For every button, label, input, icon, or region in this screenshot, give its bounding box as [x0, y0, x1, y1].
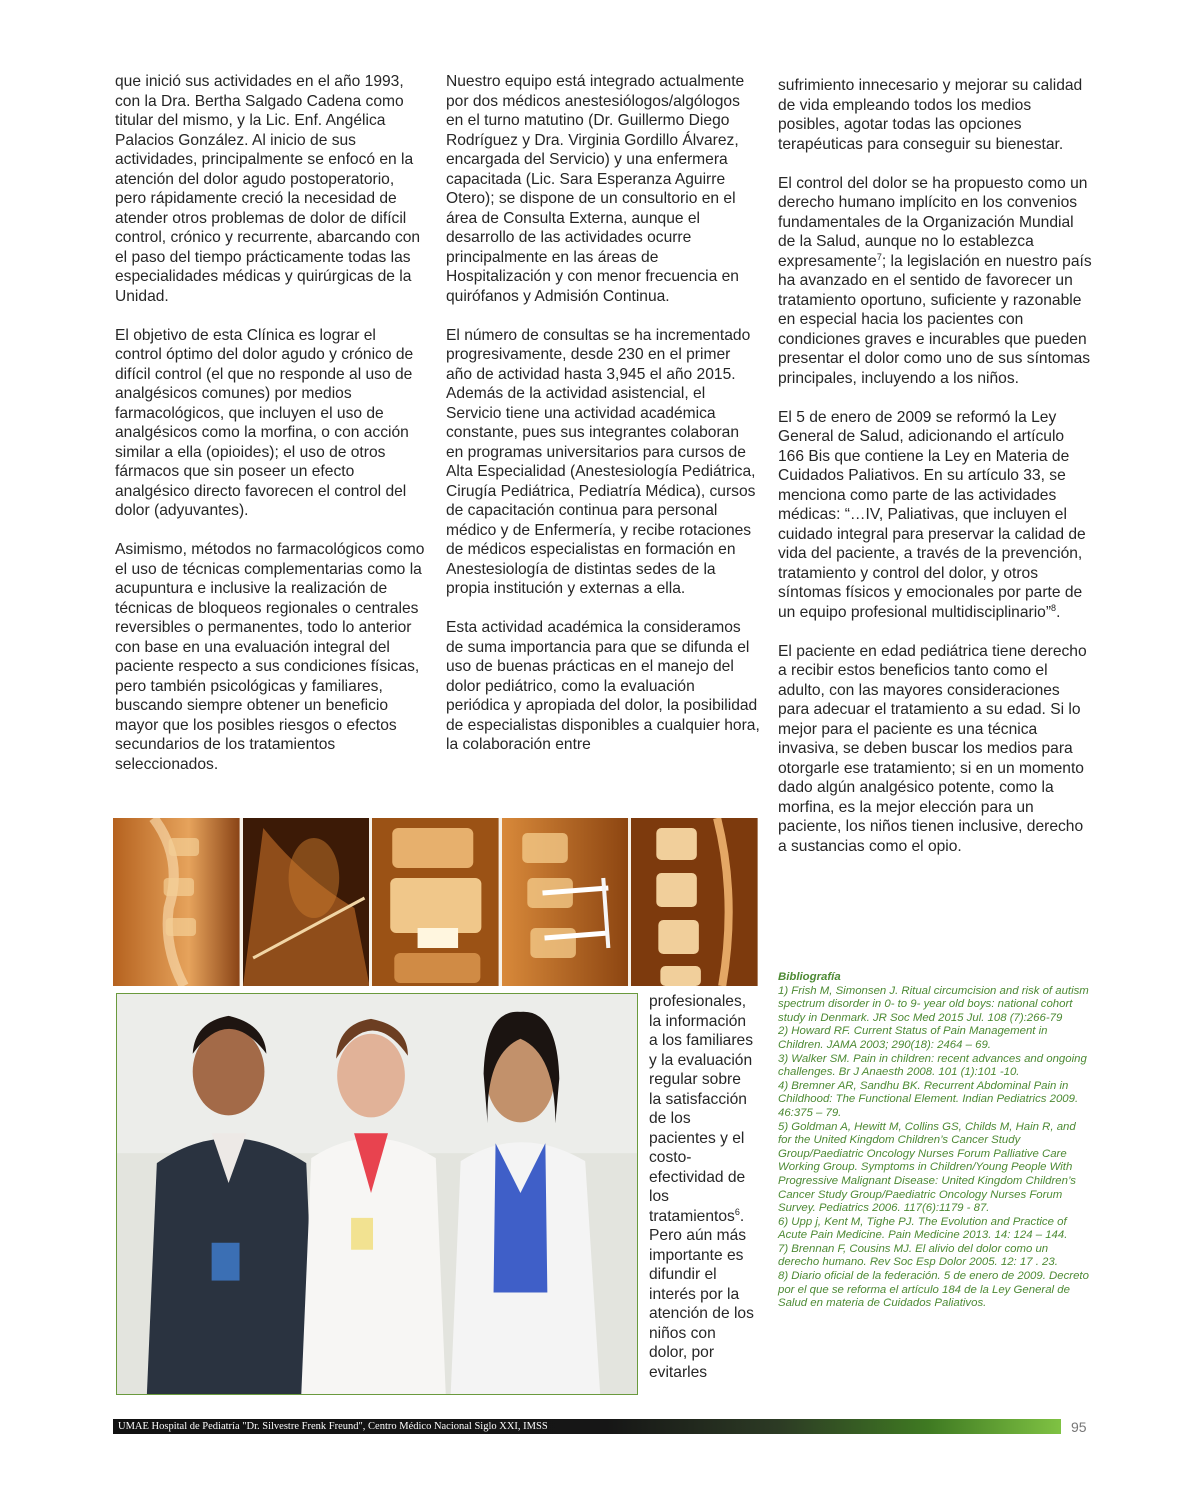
column3-paragraph-2: [778, 174, 1092, 389]
reference-6: 6: [734, 1206, 740, 1217]
spine-xray-image-strip: [113, 818, 758, 986]
xray-image-1: [113, 818, 240, 986]
column1-paragraph-3: Asimismo, métodos no farmacológicos como el uso de técnicas complementarias como la acupuntura e inclusive la realización de técnicas de bloqueos regionales o centrales reversibles o permanentes, todo lo anterior con base en una evaluación integral del paciente respecto a sus condiciones físicas, pero también psicológicas y familiares, buscando siempre obtener un beneficio mayor que los posibles riesgos o efectos secundarios de los tratamientos seleccionados.: [115, 541, 425, 773]
footer-institution: UMAE Hospital de Pediatría "Dr. Silvestre Frenk Freund", Centro Médico Nacional Siglo XXI, IMSS: [118, 1421, 548, 1432]
footer-bar: [113, 1419, 1061, 1434]
column2-paragraph-2: El número de consultas se ha incrementado progresivamente, desde 230 en el primer año de actividad hasta 3,945 el año 2015. Además de la actividad asistencial, el Servicio tiene una actividad académica constante, pues sus integrantes colaboran en programas universitarios para cursos de Alta Especialidad (Anestesiología Pediátrica, Cirugía Pediátrica, Pediatría Médica), cursos de capacitación continua para personal médico y de Enfermería, y recibe rotaciones de médicos especialistas en formación en Anestesiología de distintas sedes de la propia institución y externas a ella.: [446, 326, 756, 597]
bibliography-title: Bibliografía: [778, 971, 841, 983]
bibliography-item: 7) Brennan F, Cousins MJ. El alivio del dolor como un derecho humano. Rev Soc Esp Dolor 2005. 12: 17 . 23.: [778, 1242, 1058, 1269]
column1-paragraph-2: El objetivo de esta Clínica es lograr el control óptimo del dolor agudo y crónico de difícil control (el que no responde al uso de analgésicos comunes) por medios farmacológicos, que incluyen el uso de analgésicos como la morfina, o con acción similar a ella (opioides); el uso de otros fármacos que sin poseer un efecto analgésico directo favorecen el control del dolor (adyuvantes).: [115, 326, 414, 519]
continuation-text-a: profesionales, la información a los familiares y la evaluación regular sobre la satisfacción de los pacientes y el costo-efectividad de los tratamientos: [649, 993, 753, 1225]
column3-paragraph-1: sufrimiento innecesario y mejorar su calidad de vida empleando todos los medios posibles, agotar todas las opciones terapéuticas para conseguir su bienestar.: [778, 77, 1083, 153]
team-photo: [116, 993, 638, 1395]
column2-paragraph-1: Nuestro equipo está integrado actualmente por dos médicos anestesiólogos/algólogos en el turno matutino (Dr. Guillermo Diego Rodríguez y Dra. Virginia Gordillo Álvarez, encargada del Servicio) y una enfermera capacitada (Lic. Sara Esperanza Aguirre Otero); se dispone de un consultorio en el área de Consulta Externa, aunque el desarrollo de las actividades ocurre principalmente en las áreas de Hospitalización y con menor frecuencia en quirófanos y Admisión Continua.: [446, 73, 745, 305]
column3-p2-text-b: ; la legislación en nuestro país ha avanzado en el sentido de favorecer un tratamiento oportuno, suficiente y razonable en especial hacia los pacientes con condiciones graves e incurables que pueden presentar el dolor como uno de sus síntomas principales, incluyendo a los niños.: [778, 252, 1092, 387]
bibliography-item: 4) Bremner AR, Sandhu BK. Recurrent Abdominal Pain in Childhood: The Functional Element. Indian Pediatrics 2009. 46:375 – 79.: [778, 1079, 1079, 1119]
bibliography-item: 1) Frish M, Simonsen J. Ritual circumcision and risk of autism spectrum disorder in 0- to 9- year old boys: national cohort study in Denmark. JR Soc Med 2015 Jul. 108 (7):266-79: [778, 984, 1089, 1024]
reference-8: 8: [1051, 602, 1057, 613]
continuation-text-b: . Pero aún más importante es difundir el interés por la atención de los niños con dolor, por evitarles: [649, 1207, 754, 1381]
xray-image-3: [372, 818, 499, 986]
column1-paragraph-1: que inició sus actividades en el año 1993, con la Dra. Bertha Salgado Cadena como titular del mismo, y la Lic. Enf. Angélica Palacios González. Al inicio de sus actividades, principalmente se enfocó en la atención del dolor agudo postoperatorio, pero rápidamente creció la necesidad de atender otros problemas de dolor de difícil control, crónico y recurrente, abarcando con el paso del tiempo prácticamente todas las especialidades médicas y quirúrgicas de la Unidad.: [115, 73, 421, 305]
column2-paragraph-3: Esta actividad académica la consideramos de suma importancia para que se difunda el uso de buenas prácticas en el manejo del dolor pediátrico, como la evaluación periódica y apropiada del dolor, la posibilidad de especialistas disponibles a cualquier hora, la colaboración entre: [446, 619, 760, 753]
bibliography-item: 6) Upp j, Kent M, Tighe PJ. The Evolution and Practice of Acute Pain Medicine. Pain Medicine 2013. 14: 124 – 144.: [778, 1215, 1068, 1242]
bibliography-item: 3) Walker SM. Pain in children: recent advances and ongoing challenges. Br J Anaesth 2008. 101 (1):101 -10.: [778, 1052, 1087, 1079]
column3-paragraph-3: [778, 408, 1092, 623]
reference-7: 7: [876, 251, 882, 262]
article-column-3: [778, 76, 1092, 856]
bibliography-item: 5) Goldman A, Hewitt M, Collins GS, Childs M, Hain R, and for the United Kingdom Children’s Cancer Study Group/Paediatric Oncology Nurses Forum Palliative Care Working Group. Symptoms in Children/Young People With Progressive Malignant Disease: United Kingdom Children’s Cancer Study Group/Paediatric Oncology Nurses Forum Survey. Pediatrics 2006. 117(6):1179 - 87.: [778, 1120, 1076, 1215]
bibliography: [778, 971, 1090, 1311]
column3-p3-text-a: El 5 de enero de 2009 se reformó la Ley General de Salud, adicionando el artículo 166 Bis que contiene la Ley en Materia de Cuidados Paliativos. En su artículo 33, se menciona como parte de las actividades médicas: “…IV, Paliativas, que incluyen el cuidado integral para preservar la calidad de vida del paciente, a través de la prevención, tratamiento y control del dolor, y otros síntomas físicos y emocionales por parte de un equipo profesional multidisciplinario”: [778, 408, 1086, 621]
column3-p2-text-a: El control del dolor se ha propuesto como un derecho humano implícito en los convenios fundamentales de la Organización Mundial de la Salud, aunque no lo establezca expresamente: [778, 174, 1088, 270]
xray-image-4: [502, 818, 629, 986]
bibliography-item: 8) Diario oficial de la federación. 5 de enero de 2009. Decreto por el que se reforma el artículo 184 de la Ley General de Salud en materia de Cuidados Paliativos.: [778, 1270, 1089, 1310]
bibliography-item: 2) Howard RF. Current Status of Pain Management in Children. JAMA 2003; 290(18): 2464 – 69.: [778, 1025, 1048, 1051]
article-column-1: [115, 72, 427, 774]
column3-paragraph-4: El paciente en edad pediátrica tiene derecho a recibir estos beneficios tanto como el adulto, con las mayores consideraciones para adecuar el tratamiento a su edad. Si lo mejor para el paciente es una técnica invasiva, se deben buscar los medios para otorgarle ese tratamiento; si en un momento dado algún analgésico potente, como la morfina, es la mejor elección para un paciente, los niños tienen inclusive, derecho a sustancias como el opio.: [778, 642, 1087, 855]
xray-image-5: [631, 818, 758, 986]
article-column-2-continuation: [649, 992, 757, 1382]
article-column-2: [446, 72, 760, 755]
page-number: 95: [1071, 1419, 1087, 1435]
column3-p3-text-b: .: [1056, 603, 1061, 621]
xray-image-2: [243, 818, 370, 986]
